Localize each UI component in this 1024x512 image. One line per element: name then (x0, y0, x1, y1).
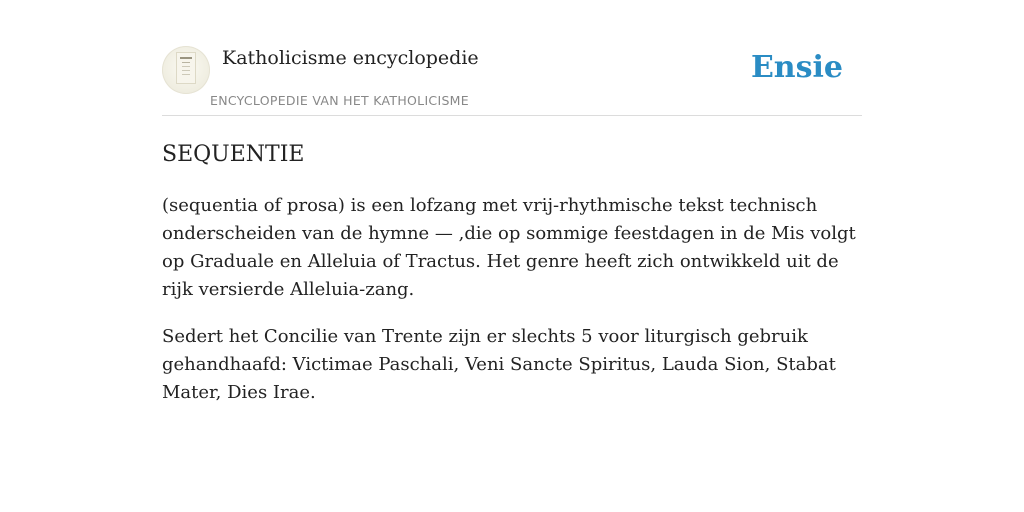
page (162, 0, 862, 403)
article-title: SEQUENTIE (162, 142, 305, 167)
book-cover-icon (176, 52, 196, 84)
site-header (162, 0, 862, 116)
article-paragraph: (sequentia of prosa) is een lofzang met vrij-rhythmische tekst technisch onderscheiden van de hymne — ,die op sommige feestdagen in de Mis volgt op Graduale en Alleluia of Tractus. Het genre heeft zich ontwikkeld uit de rijk versierde Alleluia-zang. (162, 195, 856, 300)
site-title[interactable]: Katholicisme encyclopedie (222, 47, 479, 69)
article-body (162, 192, 862, 426)
article-paragraph: Sedert het Concilie van Trente zijn er slechts 5 voor liturgisch gebruik gehandhaafd: Victimae Paschali, Veni Sancte Spiritus, Lauda Sion, Stabat Mater, Dies Irae. (162, 326, 836, 403)
encyclopedia-avatar[interactable] (162, 46, 210, 94)
brand-logo[interactable]: Ensie (750, 50, 843, 85)
site-subtitle: ENCYCLOPEDIE VAN HET KATHOLICISME (210, 93, 469, 108)
